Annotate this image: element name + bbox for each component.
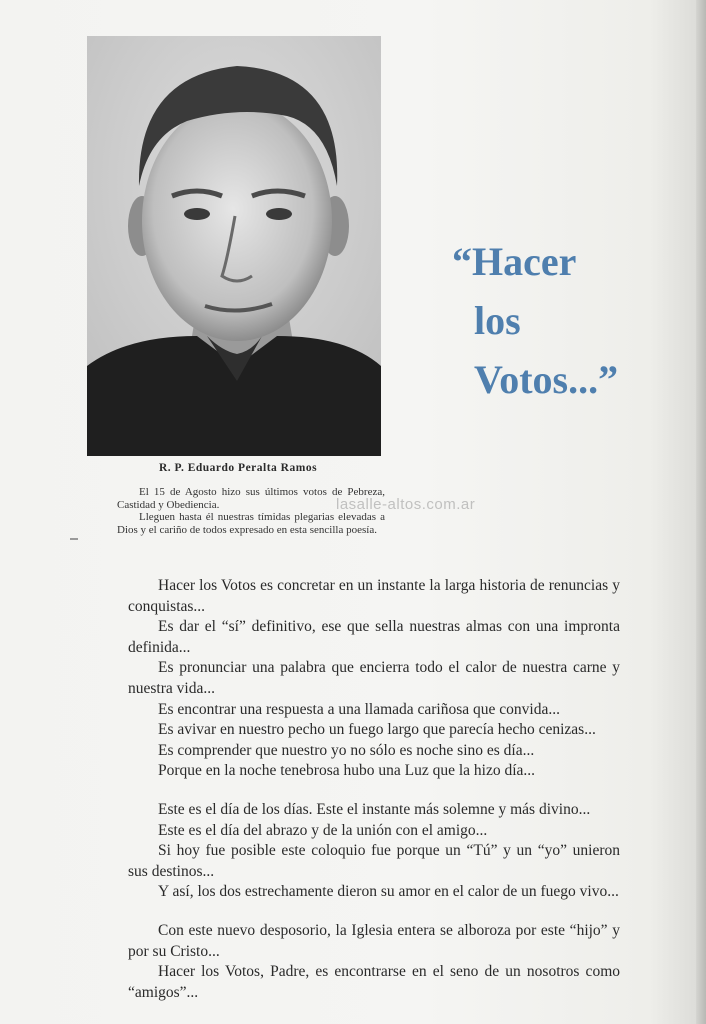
poem-line: Y así, los dos estrechamente dieron su amor en el calor de un fuego vivo... — [158, 883, 619, 901]
poem-line: Es avivar en nuestro pecho un fuego largo que parecía hecho cenizas... — [158, 721, 596, 739]
poem-line: Porque en la noche tenebrosa hubo una Luz que la hizo día... — [158, 762, 536, 780]
portrait-photo — [87, 36, 381, 456]
poem-line: Hacer los Votos, Padre, es encontrarse en el seno de un nosotros como “amigos”... — [128, 963, 620, 1001]
watermark: lasalle-altos.com.ar — [336, 496, 476, 513]
poem-line: Con este nuevo desposorio, la Iglesia entera se alboroza por este “hijo” y por su Cristo... — [128, 921, 620, 960]
poem-stanza — [128, 800, 620, 903]
poem-line: Este es el día del abrazo y de la unión con el amigo... — [158, 821, 488, 839]
poem-line: Es pronunciar una palabra que encierra todo el calor de nuestra carne y nuestra vida... — [128, 659, 620, 697]
poem-line: Si hoy fue posible este coloquio fue porque un “Tú” y un “yo” unieron sus destinos... — [128, 842, 620, 880]
poem-line: Este es el día de los días. Este el instante más solemne y más divino... — [158, 800, 591, 818]
page-edge-shadow — [696, 0, 706, 1024]
title-line: “Hacer — [452, 239, 577, 284]
caption-line: El 15 de Agosto hizo sus últimos votos de Pebreza, Castidad y Obediencia. — [117, 486, 385, 511]
poem-line: Es encontrar una respuesta a una llamada cariñosa que convida... — [158, 700, 560, 718]
poem-line: Hacer los Votos es concretar en un instante la larga historia de renuncias y conquistas... — [128, 577, 620, 615]
poem-stanza — [128, 576, 620, 782]
poem-body — [128, 576, 620, 1021]
title-line: los — [474, 298, 521, 343]
article-title — [452, 232, 652, 409]
portrait-image — [87, 36, 381, 456]
photo-caption-name: R. P. Eduardo Peralta Ramos — [158, 462, 318, 474]
title-line: Votos...” — [474, 357, 619, 402]
caption-line: Lleguen hasta él nuestras tímidas plegarias elevadas a Dios y el cariño de todos expresado en esta sencilla poesía. — [117, 511, 385, 536]
poem-stanza — [128, 921, 620, 1003]
poem-line: Es dar el “sí” definitivo, ese que sella nuestras almas con una impronta definida... — [128, 618, 620, 656]
margin-mark — [70, 538, 78, 540]
poem-line: Es comprender que nuestro yo no sólo es noche sino es día... — [158, 741, 535, 759]
